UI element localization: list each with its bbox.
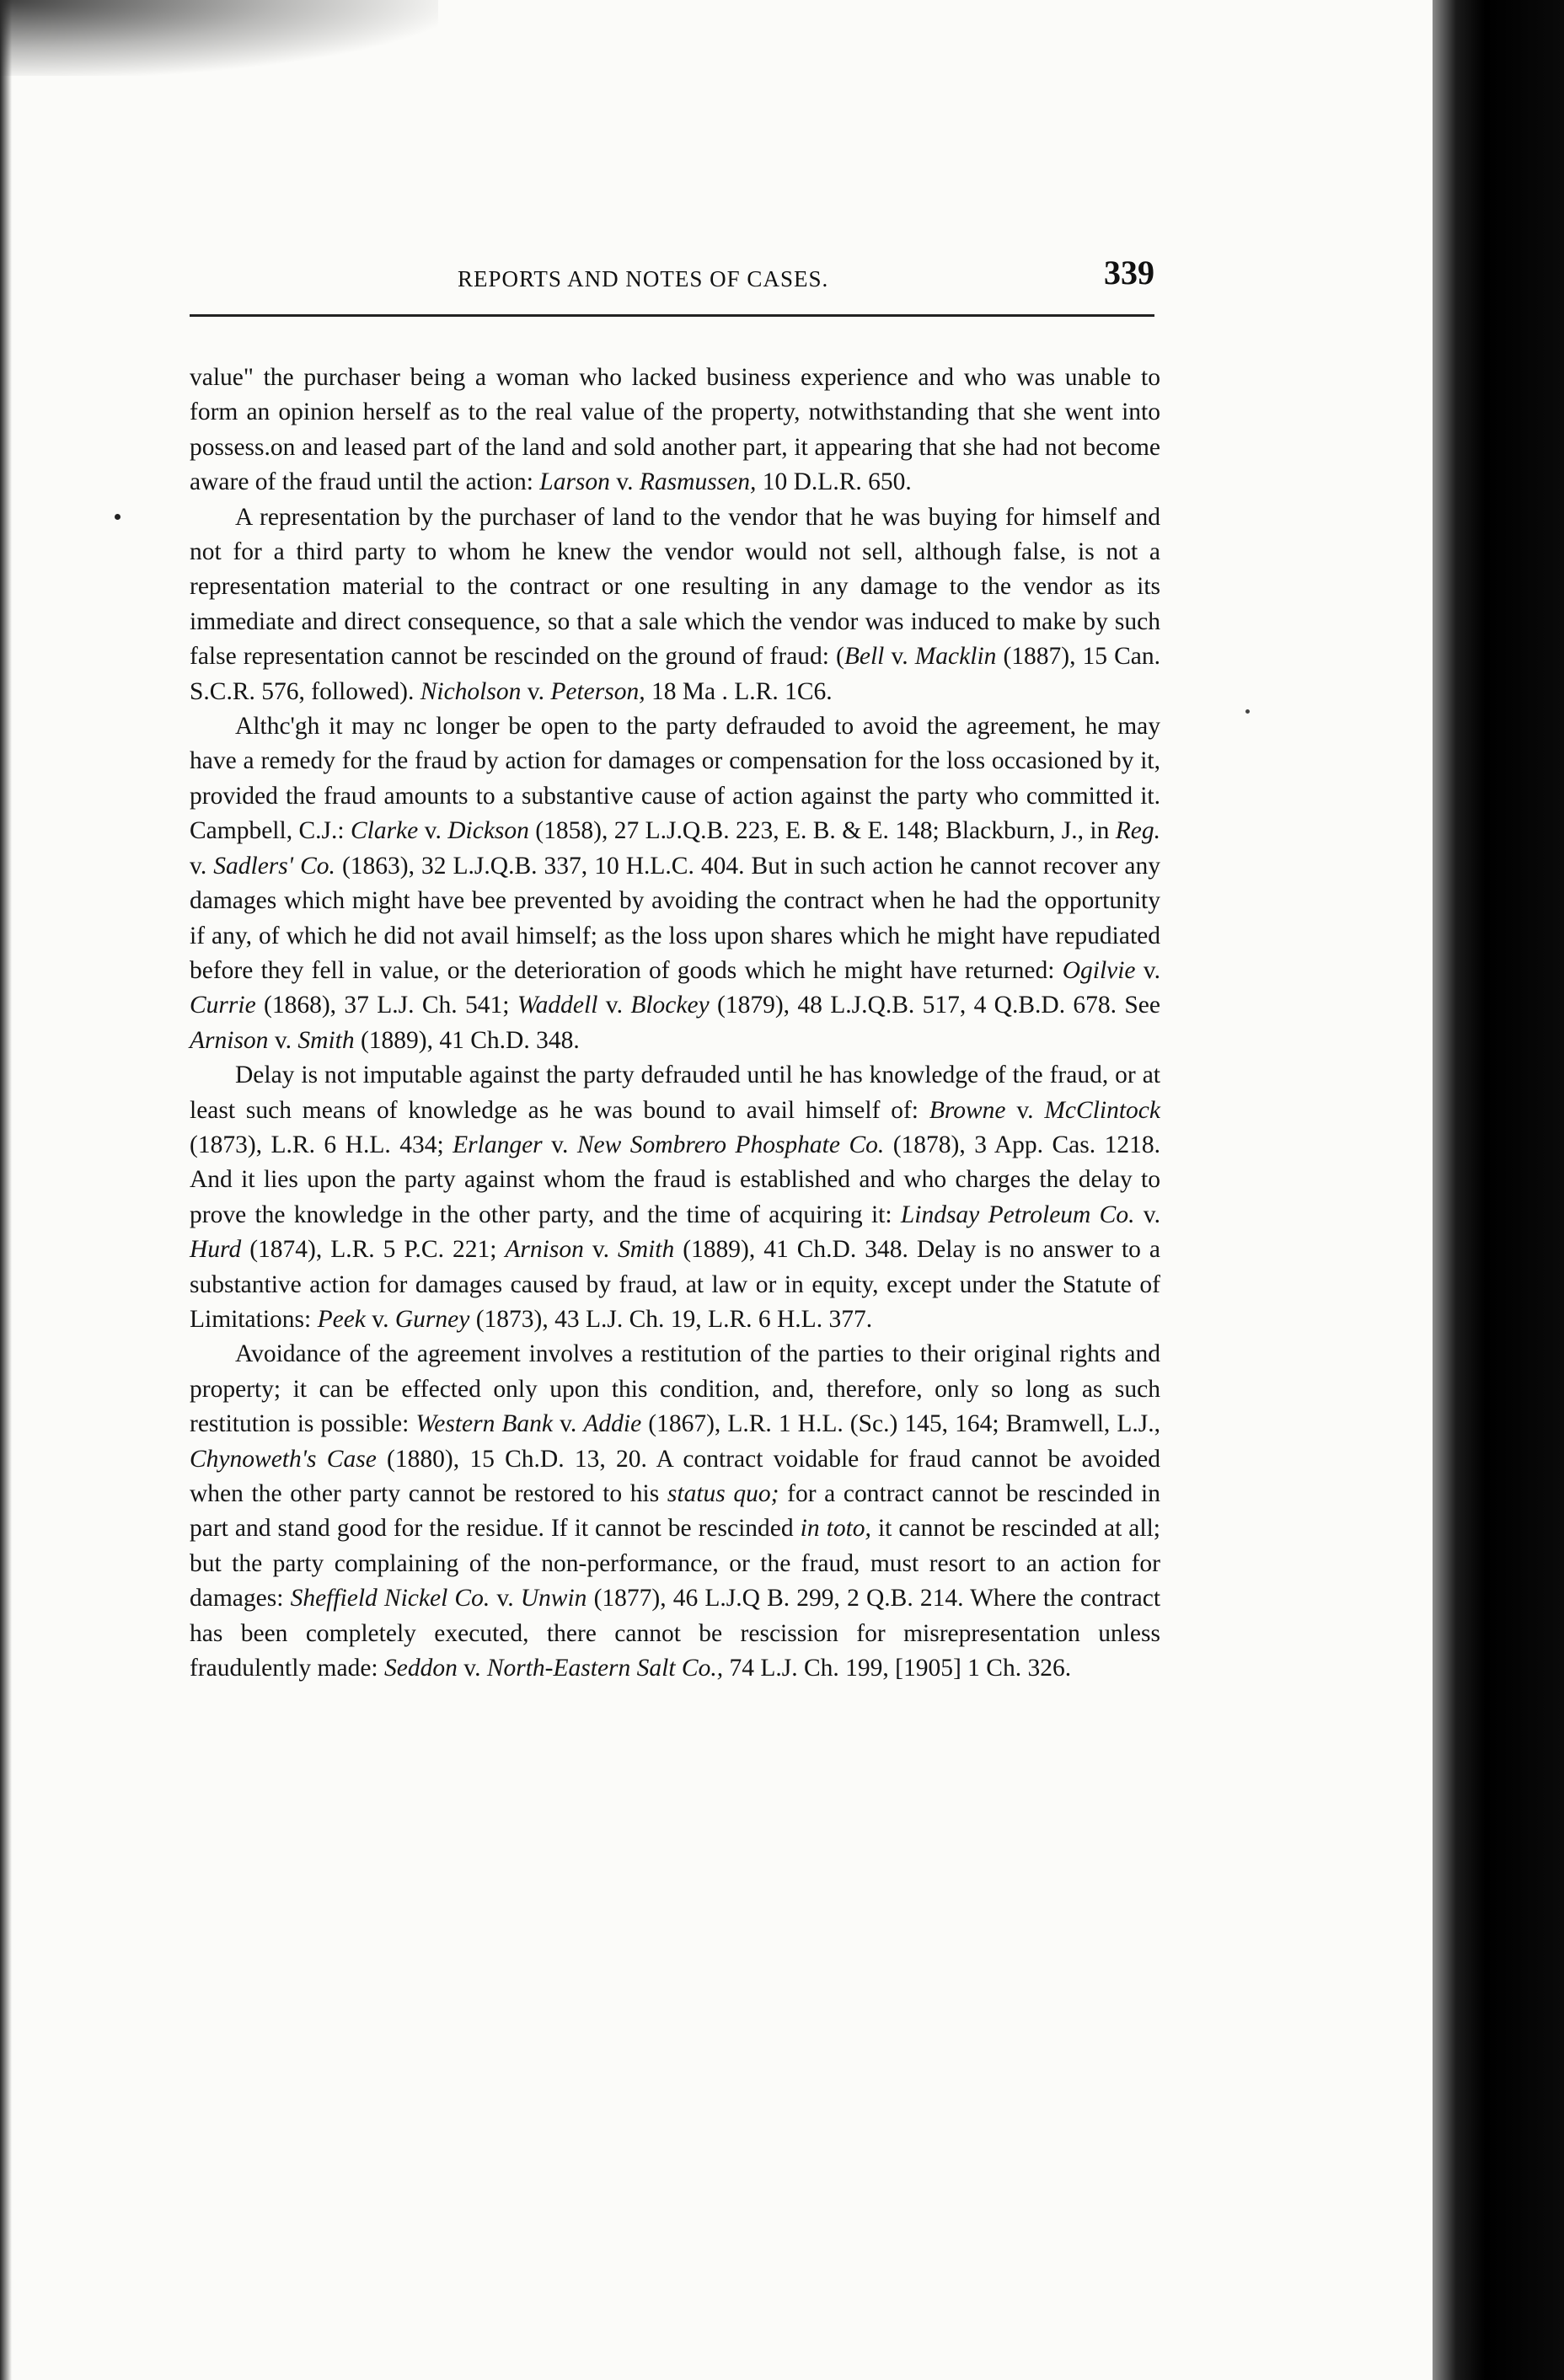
case-name: Seddon [384, 1655, 458, 1682]
case-name: status quo; [667, 1480, 779, 1507]
text-run: (1873), 43 L.J. Ch. 19, L.R. 6 H.L. 377. [469, 1305, 873, 1333]
case-name: Dickson [447, 817, 529, 845]
paragraph [190, 361, 1160, 500]
text-run: 10 D.L.R. 650. [756, 468, 912, 496]
case-name: in toto, [800, 1515, 871, 1543]
text-run: v. [1005, 1096, 1045, 1124]
case-name: Peterson, [550, 677, 645, 705]
case-name: Browne [929, 1096, 1006, 1124]
body-text [190, 361, 1160, 1686]
case-name: Arnison [505, 1236, 584, 1264]
text-run: v. [365, 1305, 395, 1333]
text-run: Althc'gh it may nc longer be open to the party defrauded to avoid the agreement, he may have a remedy for the fraud by action for damages or compensation for the loss occasioned by it, provided the fraud amounts to a substantive cause of action against the party who committed it. Campbell, C.J.: [190, 713, 1160, 845]
case-name: Chynoweth's Case [190, 1445, 377, 1473]
text-run: v. [542, 1131, 577, 1158]
case-name: Arnison [190, 1026, 269, 1054]
text-run: (1873), L.R. 6 H.L. 434; [190, 1131, 453, 1158]
case-name: McClintock [1044, 1096, 1160, 1124]
case-name: Rasmussen, [639, 468, 757, 496]
case-name: Lindsay Petroleum Co. [900, 1201, 1135, 1228]
case-name: Smith [297, 1026, 355, 1054]
text-run: (1878), 3 App. Cas. 1218. And it lies upon the party against whom the fraud is established and who charges the delay to prove the knowledge in the other party, and the time of acquiring it: [190, 1131, 1160, 1228]
case-name: New Sombrero Phosphate Co. [576, 1131, 885, 1158]
case-name: Reg. [1115, 817, 1160, 845]
case-name: Macklin [914, 643, 997, 671]
text-run: Delay is not imputable against the party defrauded until he has knowledge of the fraud, or at least such means of knowledge as he was bound to avail himself of: [190, 1062, 1160, 1124]
text-run: 18 Ma . L.R. 1C6. [645, 677, 833, 705]
paragraph [190, 1058, 1160, 1337]
text-run: v. [609, 468, 640, 496]
case-name: Nicholson [420, 677, 522, 705]
text-run: v. [418, 817, 448, 845]
text-run: 74 L.J. Ch. 199, [1905] 1 Ch. 326. [723, 1655, 1072, 1682]
text-run: (1879), 48 L.J.Q.B. 517, 4 Q.B.D. 678. See [709, 992, 1160, 1019]
margin-mark [115, 514, 121, 520]
case-name: Gurney [394, 1305, 470, 1333]
text-run: A representation by the purchaser of land to the vendor that he was buying for himself and not for a third party to whom he knew the vendor would not sell, although false, is not a representation material to the contract or one resulting in any damage to the vendor as its immediate and direct consequence, so that a sale which the vendor was induced to make by such false representation cannot be rescinded on the ground of fraud: ( [190, 503, 1160, 671]
case-name: Waddell [517, 992, 598, 1019]
case-name: Western Bank [415, 1410, 554, 1438]
paragraph [190, 709, 1160, 1058]
text-run: v. [583, 1236, 619, 1264]
text-run: v. [1135, 956, 1160, 984]
case-name: Larson [539, 468, 610, 496]
text-run: v. [268, 1026, 298, 1054]
text-run: (1887), 15 Can. S.C.R. 576, followed). [190, 643, 1160, 705]
text-run: value" the purchaser being a woman who lacked business experience and who was unable to form an opinion herself as to the real value of the property, notwithstanding that she went into possess.on and leased part of the land and sold another part, it appearing that she had not become aware of the fraud until the action: [190, 364, 1160, 496]
case-name: Erlanger [453, 1131, 543, 1158]
text-run: v. [884, 643, 915, 671]
case-name: Sheffield Nickel Co. [290, 1585, 490, 1613]
text-run: v. [490, 1585, 521, 1613]
text-run: (1868), 37 L.J. Ch. 541; [255, 992, 517, 1019]
case-name: Addie [583, 1410, 642, 1438]
scan-shadow-top [0, 0, 438, 76]
text-run: v. [1134, 1201, 1160, 1228]
case-name: Clarke [350, 817, 419, 845]
page-header [190, 253, 1154, 303]
page-number: 339 [1104, 254, 1154, 291]
paragraph [190, 500, 1160, 709]
header-rule [190, 314, 1154, 317]
case-name: Sadlers' Co. [213, 852, 335, 880]
text-run: (1863), 32 L.J.Q.B. 337, 10 H.L.C. 404. But in such action he cannot recover any damages which might have bee prevented by avoiding the contract when he had the opportunity if any, of which he did not avail himself; as the loss upon shares which he might have repudiated before they fell in value, or the deterioration of goods which he might have returned: [190, 852, 1160, 984]
text-run: v. [457, 1655, 487, 1682]
scan-border-right [1433, 0, 1564, 2380]
case-name: Ogilvie [1062, 956, 1136, 984]
text-run: v. [521, 677, 551, 705]
text-run: v. [553, 1410, 584, 1438]
case-name: Hurd [190, 1236, 242, 1264]
paragraph [190, 1337, 1160, 1686]
margin-mark [1245, 709, 1250, 714]
text-run: (1877), 46 L.J.Q B. 299, 2 Q.B. 214. Where the contract has been completely executed, there cannot be rescission for misrepresentation unless fraudulently made: [190, 1585, 1161, 1682]
scan-shadow-left [0, 0, 12, 2380]
text-run: v. [597, 992, 631, 1019]
case-name: Bell [844, 643, 885, 671]
case-name: Currie [190, 992, 256, 1019]
case-name: Unwin [520, 1585, 587, 1613]
case-name: Peek [317, 1305, 366, 1333]
text-run: (1858), 27 L.J.Q.B. 223, E. B. & E. 148; Blackburn, J., in [528, 817, 1116, 845]
case-name: North-Eastern Salt Co., [486, 1655, 724, 1682]
text-run: it cannot be rescinded at all; but the party complaining of the non-performance, or the fraud, must resort to an action for damages: [190, 1515, 1160, 1613]
running-head: REPORTS AND NOTES OF CASES. [458, 266, 829, 291]
case-name: Smith [618, 1236, 675, 1264]
text-run: (1874), L.R. 5 P.C. 221; [241, 1236, 506, 1264]
text-run: Avoidance of the agreement involves a restitution of the parties to their original rights and property; it can be effected only upon this condition, and, therefore, only so long as such restitution is possible: [190, 1340, 1160, 1438]
text-run: v. [190, 852, 214, 880]
text-run: for a contract cannot be rescinded in part and stand good for the residue. If it cannot be rescinded [190, 1480, 1160, 1543]
text-run: (1880), 15 Ch.D. 13, 20. A contract voidable for fraud cannot be avoided when the other party cannot be restored to his [190, 1445, 1161, 1507]
text-run: (1889), 41 Ch.D. 348. [354, 1026, 580, 1054]
text-run: (1867), L.R. 1 H.L. (Sc.) 145, 164; Bramwell, L.J., [641, 1410, 1160, 1438]
case-name: Blockey [630, 992, 710, 1019]
text-run: (1889), 41 Ch.D. 348. Delay is no answer to a substantive action for damages caused by fraud, at law or in equity, except under the Statute of Limitations: [190, 1236, 1160, 1333]
